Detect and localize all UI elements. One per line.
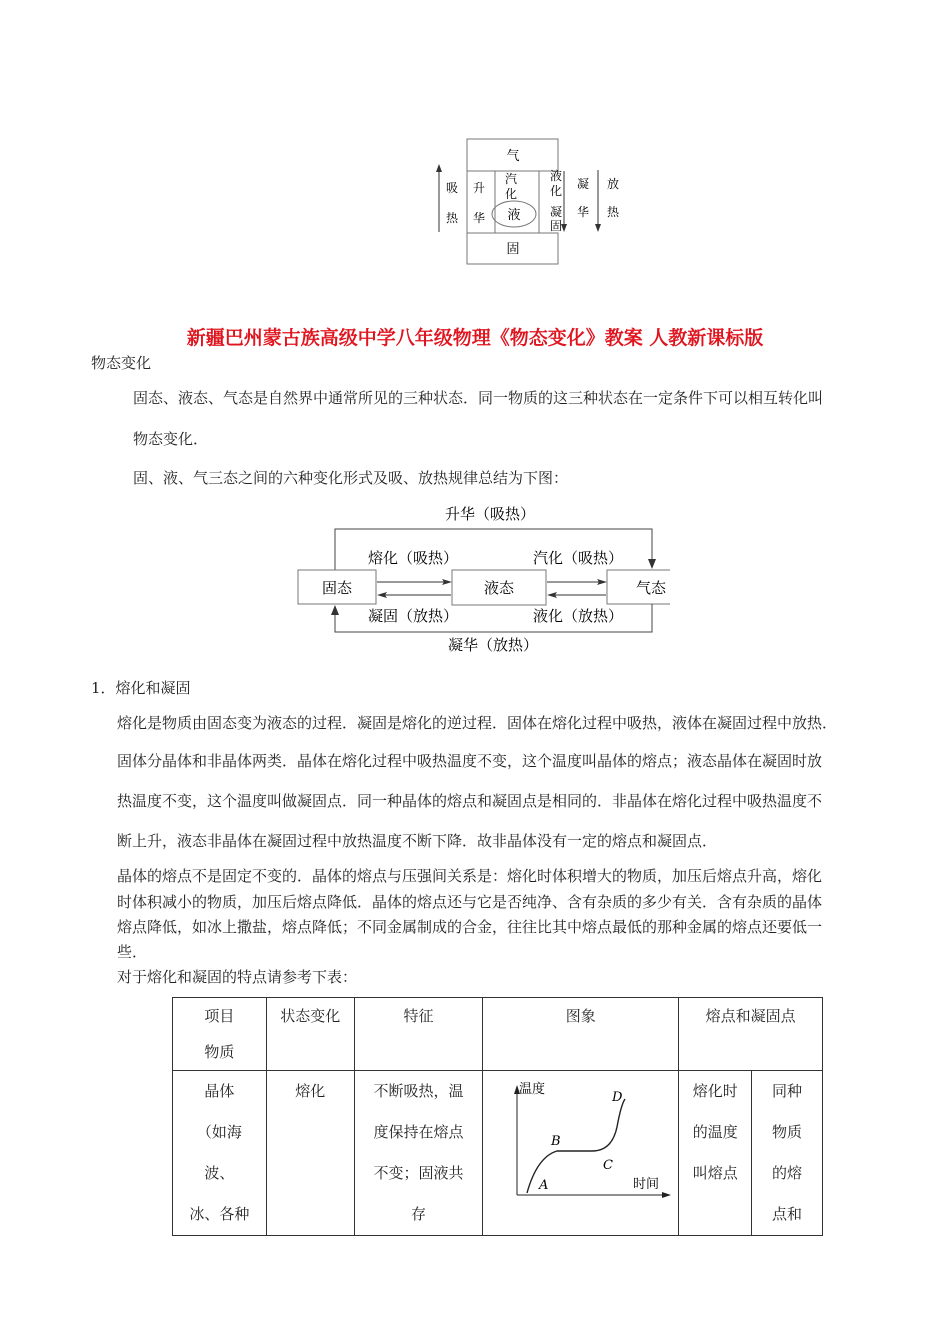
header-graph: 图象 [483, 998, 679, 1071]
section1-p1-line4: 断上升，液态非晶体在凝固过程中放热温度不断下降．故非晶体没有一定的熔点和凝固点． [117, 832, 718, 850]
vaporization-char-2: 化 [504, 187, 518, 201]
state-change-cycle-diagram [290, 500, 670, 660]
cell-same-substance: 同种 物质 的熔 点和 [752, 1071, 823, 1236]
section-title: 物态变化 [91, 354, 152, 372]
section1-heading: 1．熔化和凝固 [91, 679, 191, 697]
solid-label: 固态 [321, 579, 353, 597]
section1-p1-line2: 固体分晶体和非晶体两类．晶体在熔化过程中吸热温度不变，这个温度叫晶体的熔点；液态晶体在凝固时放 [117, 752, 823, 770]
header-points: 熔点和凝固点 [679, 998, 823, 1071]
graph-ylabel: 温度 [519, 1082, 546, 1097]
liquid-label: 液态 [483, 579, 515, 597]
document-title: 新疆巴州蒙古族高级中学八年级物理《物态变化》教案 人教新课标版 [186, 327, 764, 349]
absorb-char-1: 吸 [445, 181, 459, 195]
liquid-label: 液 [507, 208, 521, 223]
section1-p1-line1: 熔化是物质由固态变为液态的过程．凝固是熔化的逆过程．固体在熔化过程中吸热，液体在凝固过程中放热． [117, 714, 838, 732]
deposition-label: 凝华（放热） [447, 636, 539, 654]
vaporization-char-1: 汽 [504, 172, 518, 186]
cell-graph [483, 1071, 679, 1236]
freezing-label: 凝固（放热） [367, 607, 459, 625]
intro-line-2: 物态变化． [133, 430, 209, 448]
section1-p2-line1: 晶体的熔点不是固定不变的．晶体的熔点与压强间关系是：熔化时体积增大的物质，加压后熔点升高，熔化 [117, 867, 823, 885]
melting-label: 熔化（吸热） [367, 549, 459, 567]
melting-solidification-table [172, 997, 823, 1236]
solid-label: 固 [506, 242, 520, 257]
cell-melting-point: 熔化时 的温度 叫熔点 [679, 1071, 752, 1236]
cell-substance-crystal: 晶体 （如海 波、 冰、各种 [173, 1071, 267, 1236]
deposition-char-2: 华 [576, 205, 590, 219]
vaporization-label: 汽化（吸热） [532, 549, 624, 567]
solidification-char-1: 凝 [549, 205, 563, 219]
cell-change-melting: 熔化 [266, 1071, 354, 1236]
point-b: B [551, 1134, 561, 1149]
table-intro: 对于熔化和凝固的特点请参考下表： [117, 968, 358, 986]
solidification-char-2: 固 [549, 219, 563, 233]
absorb-char-2: 热 [445, 211, 459, 225]
point-a: A [539, 1178, 549, 1193]
deposition-char-1: 凝 [576, 177, 590, 191]
header-item: 项目 [204, 1007, 235, 1025]
section1-p2-line4: 些． [117, 943, 148, 961]
liquefaction-char-2: 化 [549, 184, 563, 198]
cell-feature: 不断吸热，温 度保持在熔点 不变；固液共 存 [354, 1071, 483, 1236]
section1-p2-line3: 熔点降低，如冰上撒盐，熔点降低；不同金属制成的合金，往往比其中熔点最低的那种金属的熔点还要低一 [117, 918, 823, 936]
gas-label: 气 [506, 149, 520, 164]
header-feature: 特征 [354, 998, 483, 1071]
sublimation-char-2: 华 [472, 211, 486, 225]
point-c: C [603, 1158, 614, 1173]
intro-line-1: 固态、液态、气态是自然界中通常所见的三种状态．同一物质的这三种状态在一定条件下可以相互转化叫 [133, 389, 824, 407]
melting-curve-graph [487, 1077, 677, 1217]
release-char-2: 热 [606, 205, 620, 219]
states-mini-diagram [430, 130, 630, 270]
liquefaction-label: 液化（放热） [532, 607, 624, 625]
section1-p1-line3: 热温度不变，这个温度叫做凝固点．同一种晶体的熔点和凝固点是相同的．非晶体在熔化过程中吸热温度不 [117, 792, 823, 810]
header-substance: 物质 [204, 1043, 235, 1061]
table-row [173, 1071, 823, 1236]
graph-xlabel: 时间 [633, 1177, 660, 1192]
point-d: D [612, 1090, 623, 1105]
release-char-1: 放 [606, 177, 620, 191]
liquefaction-char-1: 液 [549, 169, 563, 183]
intro-line-3: 固、液、气三态之间的六种变化形式及吸、放热规律总结为下图： [133, 469, 569, 487]
sublimation-char-1: 升 [472, 181, 486, 195]
header-item-substance [173, 998, 267, 1071]
sublimation-label: 升华（吸热） [444, 505, 536, 523]
section1-p2-line2: 时体积减小的物质，加压后熔点降低．晶体的熔点还与它是否纯净、含有杂质的多少有关．含有杂质的晶体 [117, 893, 823, 911]
gas-label: 气态 [635, 579, 667, 597]
header-state-change: 状态变化 [266, 998, 354, 1071]
table-header-row [173, 998, 823, 1071]
